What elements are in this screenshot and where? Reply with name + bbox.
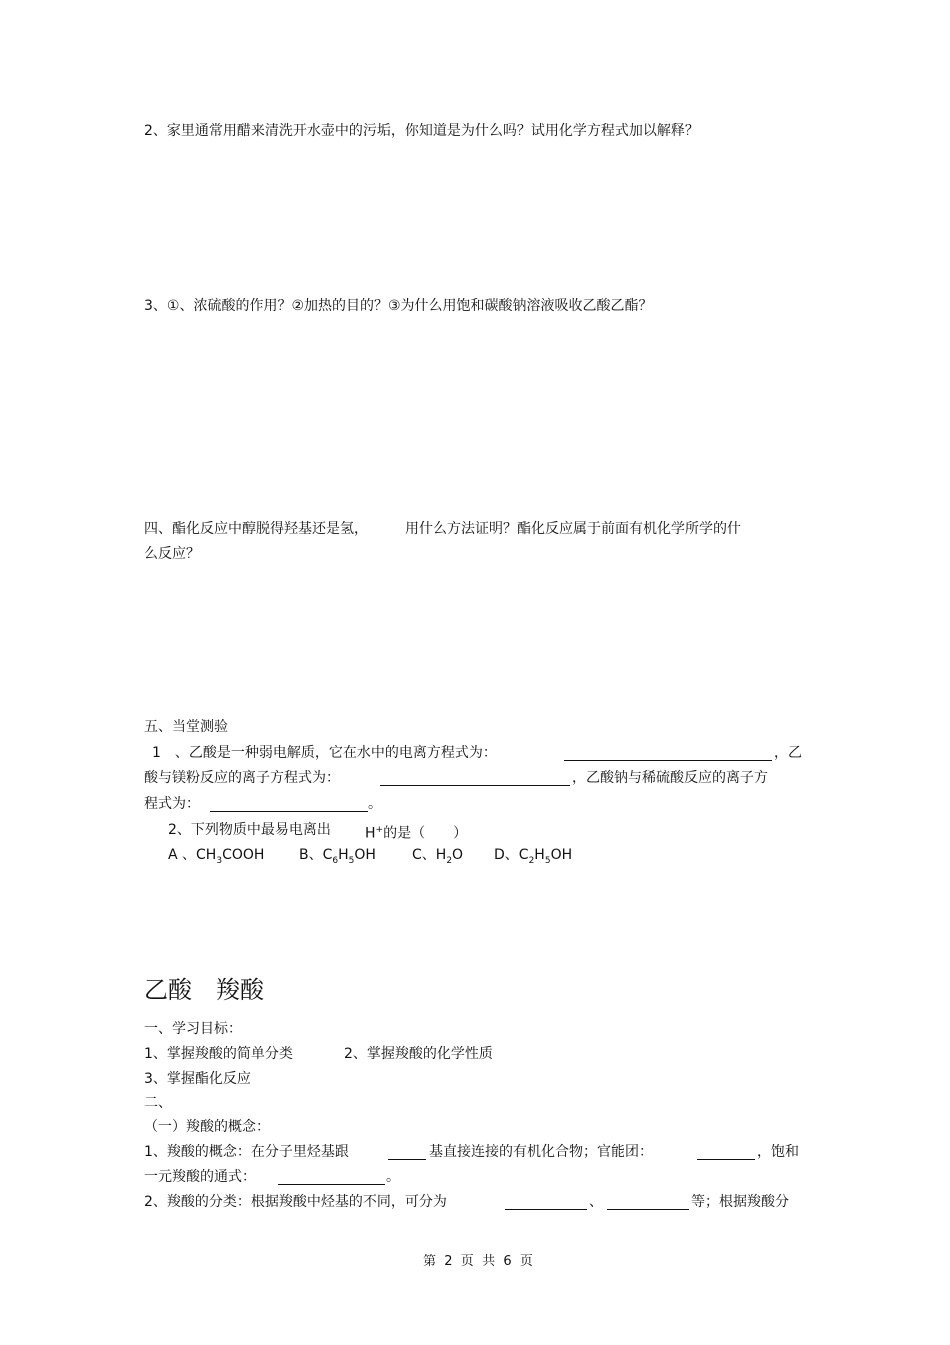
concept-1c: ，饱和 [757, 1144, 799, 1160]
option-c: C、$H_2O$ [412, 847, 464, 866]
part-2-heading: 二、 [144, 1095, 172, 1111]
answer-blank-4[interactable] [388, 1145, 426, 1160]
answer-blank-7[interactable] [505, 1195, 587, 1210]
quiz-item-1a: 1 、乙酸是一种弱电解质，它在水中的电离方程式为： [152, 745, 497, 761]
option-d: D、$C_2H_5OH$ [494, 847, 573, 866]
quiz-title: 五、当堂测验 [144, 719, 228, 735]
concept-1d: 一元羧酸的通式： [144, 1169, 256, 1185]
goal-2: 2、掌握羧酸的化学性质 [344, 1046, 493, 1062]
quiz-item-1f: 。 [368, 796, 382, 812]
concept-1e: 。 [386, 1169, 400, 1185]
concept-heading: （一）羧酸的概念： [144, 1119, 270, 1135]
goal-1: 1、掌握羧酸的简单分类 [144, 1046, 293, 1062]
answer-blank-5[interactable] [697, 1145, 755, 1160]
quiz-item-1d: ，乙酸钠与稀硫酸反应的离子方 [572, 770, 768, 786]
concept-2b: 、 [589, 1194, 603, 1210]
goals-heading: 一、学习目标： [144, 1021, 242, 1037]
page-footer: 第 2 页 共 6 页 [423, 1254, 533, 1269]
option-b: B、$C_6H_5OH$ [299, 847, 376, 866]
question-3: 3、①、浓硫酸的作用？②加热的目的？③为什么用饱和碳酸钠溶液吸收乙酸乙酯？ [144, 298, 653, 314]
answer-blank-6[interactable] [278, 1170, 385, 1185]
concept-2c: 等；根据羧酸分 [691, 1194, 789, 1210]
answer-blank-1[interactable] [564, 746, 772, 761]
answer-blank-3[interactable] [210, 797, 368, 812]
question-4-line-2: 么反应？ [144, 546, 200, 562]
concept-1b: 基直接连接的有机化合物；官能团： [429, 1144, 653, 1160]
question-4-line-1a: 四、酯化反应中醇脱得羟基还是氢， [144, 521, 368, 537]
quiz-item-2-formula: H+的是（ ） [365, 825, 468, 842]
quiz-item-2a: 2、下列物质中最易电离出 [168, 822, 331, 838]
quiz-item-1c: 酸与镁粉反应的离子方程式为： [144, 770, 340, 786]
option-a: A 、$CH_3COOH$ [168, 847, 265, 866]
answer-blank-8[interactable] [607, 1195, 689, 1210]
concept-1a: 1、羧酸的概念：在分子里烃基跟 [144, 1144, 349, 1160]
section-title: 乙酸 羧酸 [144, 976, 264, 1004]
goal-3: 3、掌握酯化反应 [144, 1071, 251, 1087]
quiz-item-1b: ，乙 [774, 745, 802, 761]
concept-2a: 2、羧酸的分类：根据羧酸中烃基的不同，可分为 [144, 1194, 447, 1210]
question-4-line-1b: 用什么方法证明？酯化反应属于前面有机化学所学的什 [405, 521, 741, 537]
quiz-item-1e: 程式为： [144, 796, 200, 812]
question-2: 2、家里通常用醋来清洗开水壶中的污垢，你知道是为什么吗？试用化学方程式加以解释？ [144, 123, 699, 139]
answer-blank-2[interactable] [380, 771, 570, 786]
